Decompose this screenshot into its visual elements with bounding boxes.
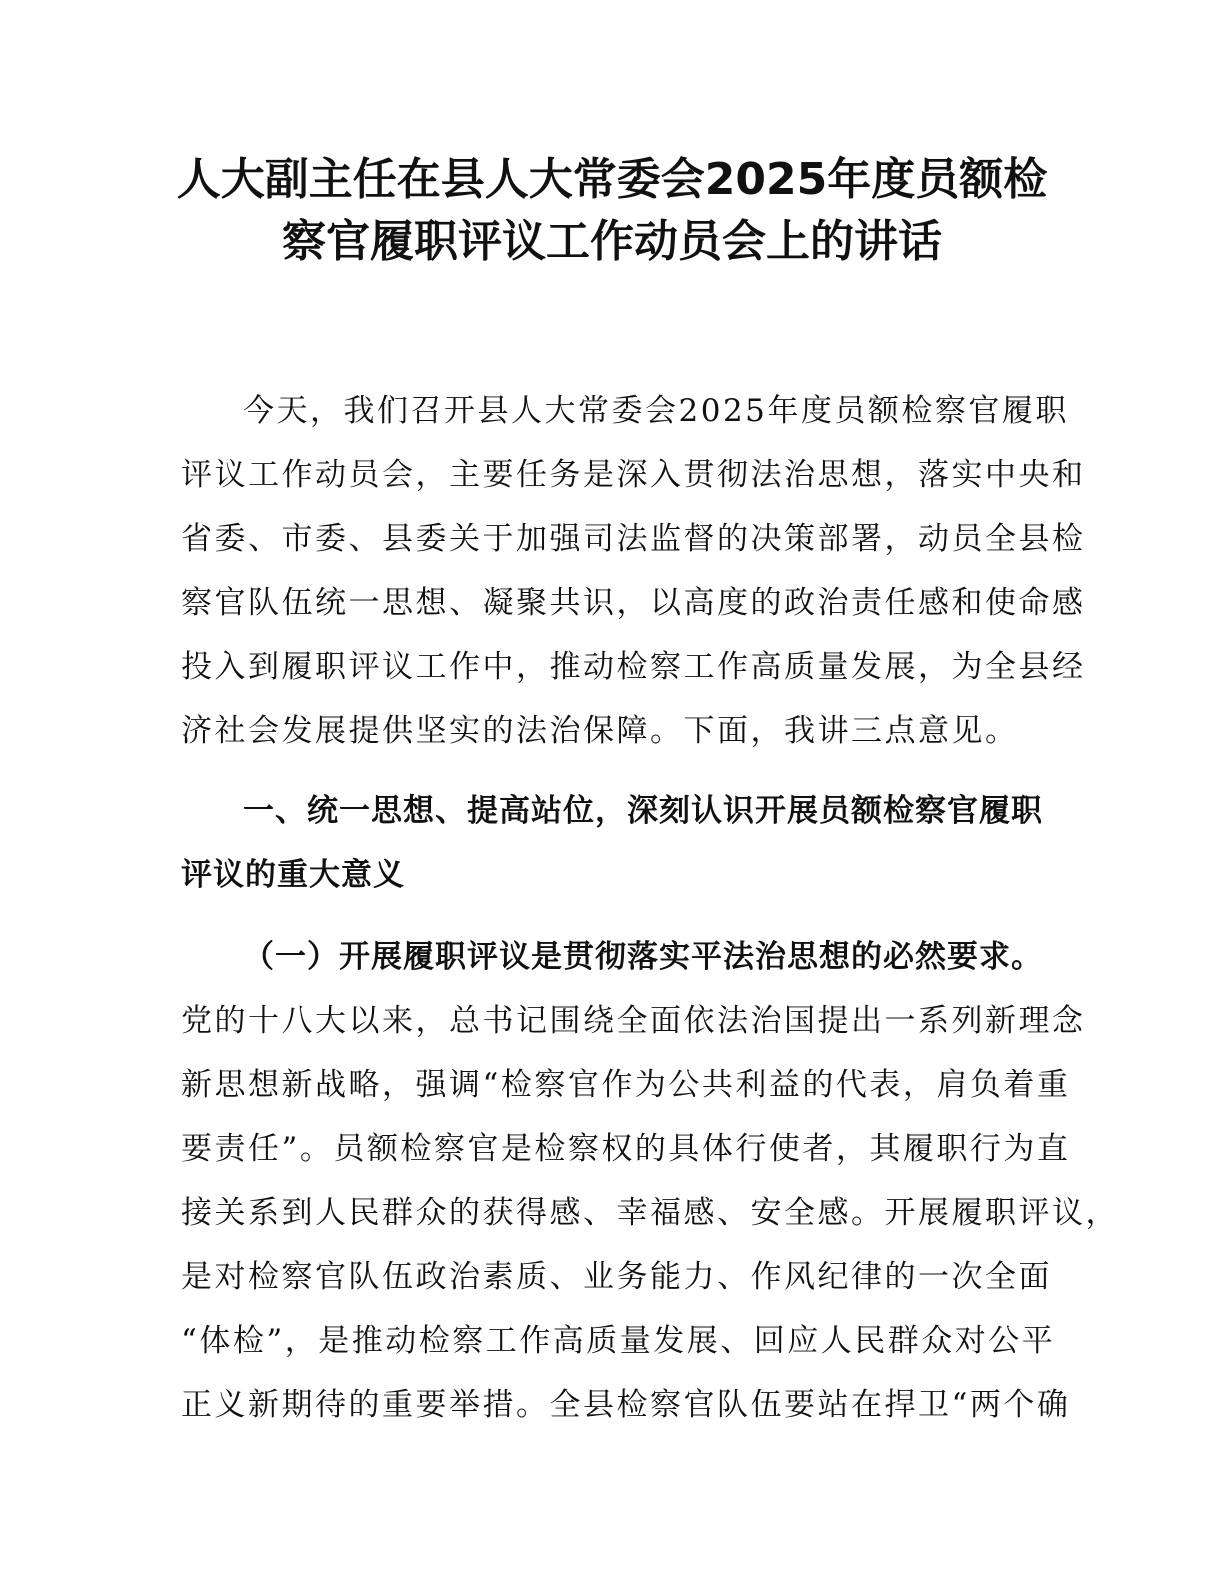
body-paragraph-line: 党的十八大以来，总书记围绕全面依法治国提出一系列新理念 <box>181 1003 1086 1039</box>
subsection-heading: （一）开展履职评议是贯彻落实平法治思想的必然要求。 <box>243 939 1043 975</box>
intro-paragraph-line: 今天，我们召开县人大常委会2025年度员额检察官履职 <box>243 393 1069 429</box>
document-title-line-2: 察官履职评议工作动员会上的讲话 <box>282 216 942 267</box>
body-paragraph-line: 正义新期待的重要举措。全县检察官队伍要站在捍卫“两个确 <box>181 1387 1071 1423</box>
section-heading-line: 评议的重大意义 <box>181 857 405 893</box>
document-title-line-1: 人大副主任在县人大常委会2025年度员额检 <box>176 154 1048 205</box>
intro-paragraph-line: 济社会发展提供坚实的法治保障。下面，我讲三点意见。 <box>181 713 1019 749</box>
body-paragraph-line: 要责任”。员额检察官是检察权的具体行使者，其履职行为直 <box>181 1131 1071 1167</box>
body-paragraph-line: 新思想新战略，强调“检察官作为公共利益的代表，肩负着重 <box>181 1067 1071 1103</box>
intro-paragraph-line: 省委、市委、县委关于加强司法监督的决策部署，动员全县检 <box>181 521 1086 557</box>
body-paragraph-line: “体检”，是推动检察工作高质量发展、回应人民群众对公平 <box>181 1323 1056 1359</box>
intro-paragraph-line: 评议工作动员会，主要任务是深入贯彻法治思想，落实中央和 <box>181 457 1086 493</box>
section-heading-line: 一、统一思想、提高站位，深刻认识开展员额检察官履职 <box>243 793 1043 829</box>
intro-paragraph-line: 投入到履职评议工作中，推动检察工作高质量发展，为全县经 <box>181 649 1086 685</box>
intro-paragraph-line: 察官队伍统一思想、凝聚共识，以高度的政治责任感和使命感 <box>181 585 1086 621</box>
body-paragraph-line: 是对检察官队伍政治素质、业务能力、作风纪律的一次全面 <box>181 1259 1052 1295</box>
body-paragraph-line: 接关系到人民群众的获得感、幸福感、安全感。开展履职评议， <box>181 1195 1119 1231</box>
